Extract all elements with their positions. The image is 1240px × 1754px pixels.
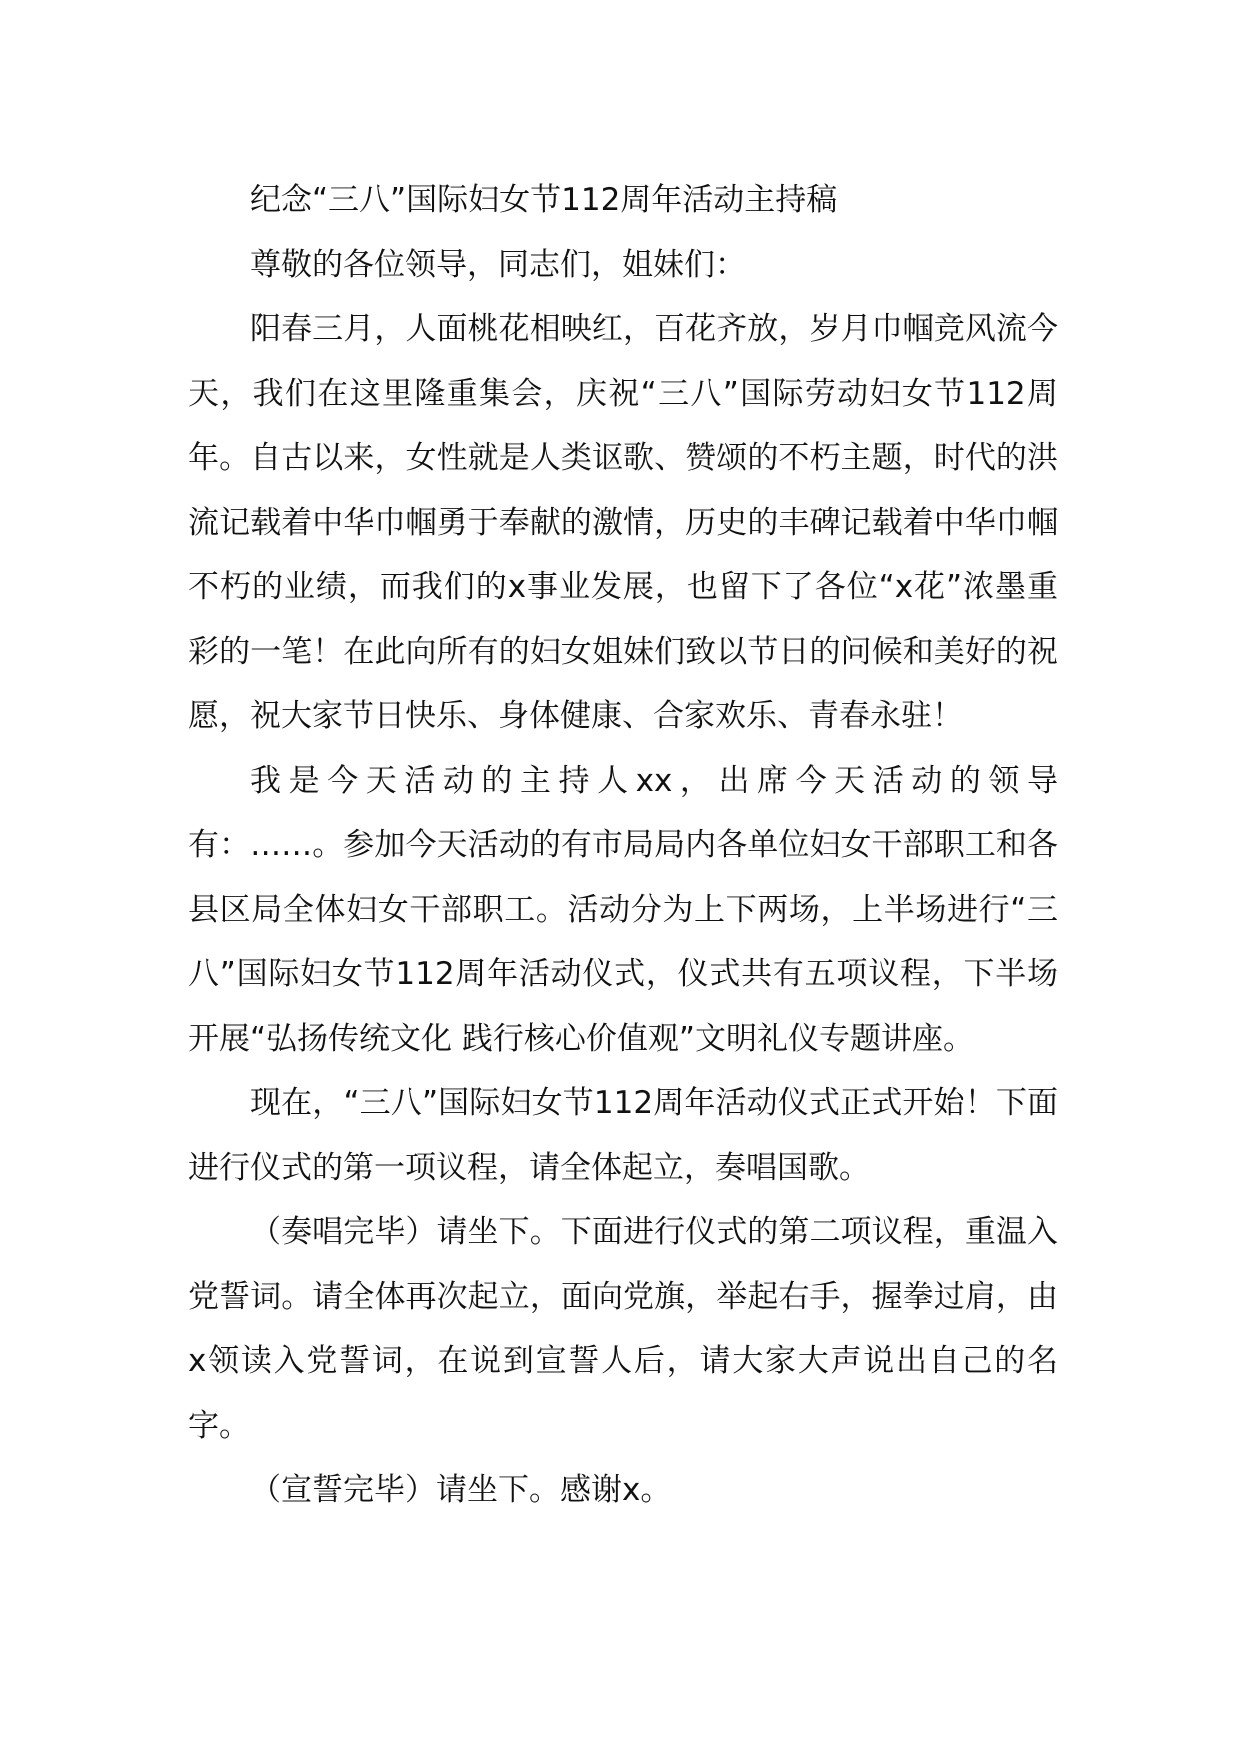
document-body xyxy=(188,168,1058,1523)
paragraph-ceremony-start: 现在，“三八”国际妇女节112周年活动仪式正式开始！下面进行仪式的第一项议程，请全体起立，奏唱国歌。 xyxy=(188,1085,1058,1186)
paragraph-host-intro: 我是今天活动的主持人xx，出席今天活动的领导有：……。参加今天活动的有市局局内各单位妇女干部职工和各县区局全体妇女干部职工。活动分为上下两场，上半场进行“三八”国际妇女节112周年活动仪式，仪式共有五项议程，下半场开展“弘扬传统文化 践行核心价值观”文明礼仪专题讲座。 xyxy=(188,762,1058,1057)
paragraph-oath: （奏唱完毕）请坐下。下面进行仪式的第二项议程，重温入党誓词。请全体再次起立，面向党旗，举起右手，握拳过肩，由x领读入党誓词，在说到宣誓人后，请大家大声说出自己的名字。 xyxy=(188,1214,1058,1444)
document-title: 纪念“三八”国际妇女节112周年活动主持稿 xyxy=(250,182,838,218)
paragraph-salutation: 尊敬的各位领导，同志们，姐妹们： xyxy=(250,246,746,283)
paragraph-opening: 阳春三月，人面桃花相映红，百花齐放，岁月巾帼竞风流今天，我们在这里隆重集会，庆祝“三八”国际劳动妇女节112周年。自古以来，女性就是人类讴歌、赞颂的不朽主题，时代的洪流记载着中华巾帼勇于奉献的激情，历史的丰碑记载着中华巾帼不朽的业绩，而我们的x事业发展，也留下了各位“x花”浓墨重彩的一笔！在此向所有的妇女姐妹们致以节日的问候和美好的祝愿，祝大家节日快乐、身体健康、合家欢乐、青春永驻！ xyxy=(188,311,1058,734)
paragraph-oath-complete: （宣誓完毕）请坐下。感谢x。 xyxy=(250,1472,672,1508)
